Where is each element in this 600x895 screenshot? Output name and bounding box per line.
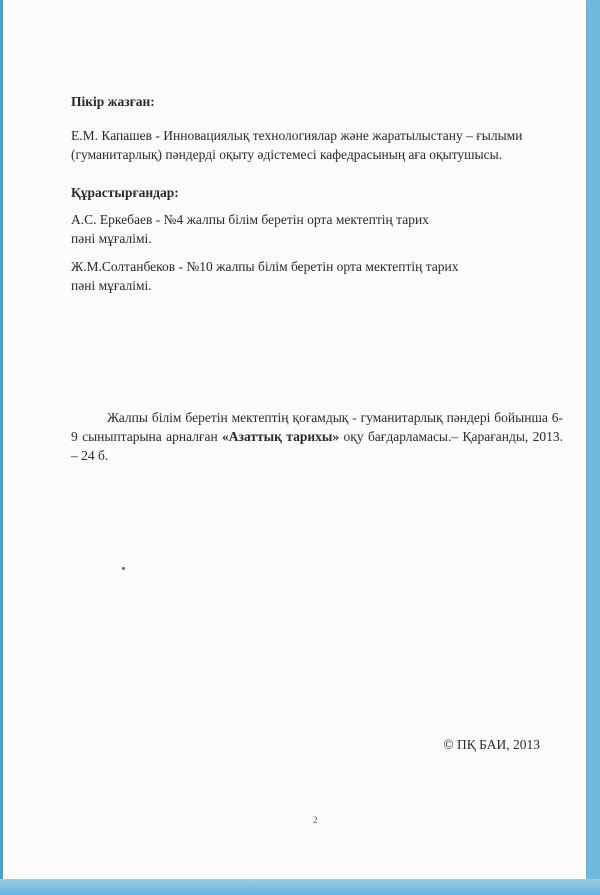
document-page xyxy=(3,0,586,879)
review-heading: Пікір жазған: xyxy=(71,94,155,109)
compiler-entry-2 xyxy=(71,257,491,295)
compiler-entry-1 xyxy=(71,210,491,248)
compiler-1-line-2: пәні мұғалімі. xyxy=(71,231,152,246)
reviewer-info xyxy=(71,126,571,164)
compiler-1-line-1: А.С. Еркебаев - №4 жалпы білім беретін орта мектептің тарих xyxy=(71,212,429,227)
compiler-2-line-1: Ж.М.Солтанбеков - №10 жалпы білім беретін орта мектептің тарих xyxy=(71,259,459,274)
bottom-page-edge xyxy=(0,879,600,895)
page-number: 2 xyxy=(313,815,318,825)
description-text-after: оқу бағдарламасы.– Қарағанды, 2013. – 24 б. xyxy=(71,429,564,463)
compiler-2-line-2: пәні мұғалімі. xyxy=(71,278,152,293)
reviewer-line-2: (гуманитарлық) пәндерді оқыту әдістемесі кафедрасының аға оқытушысы. xyxy=(71,147,503,162)
compilers-heading: Құрастырғандар: xyxy=(71,185,179,200)
program-description xyxy=(71,408,563,465)
scan-speck xyxy=(122,567,125,570)
reviewer-line-1: Е.М. Капашев - Инновациялық технологиялар және жаратылыстану – ғылыми xyxy=(71,128,523,143)
copyright-notice: © ПҚ БАИ, 2013 xyxy=(443,737,540,752)
description-text-before: Жалпы білім беретін мектептің қоғамдық - гуманитарлық пәндері бойынша 6-9 сыныптарына арналған xyxy=(71,410,563,444)
program-title: «Азаттық тарихы» xyxy=(222,429,340,444)
